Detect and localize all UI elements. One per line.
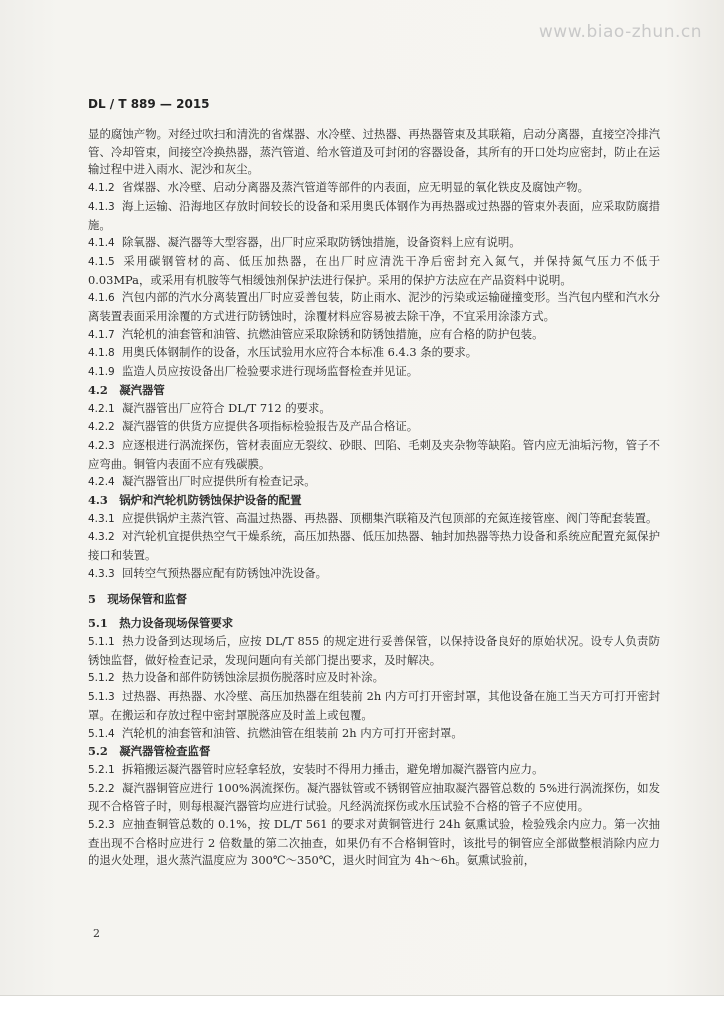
- watermark: www.biao-zhun.cn: [538, 22, 702, 42]
- clause-5-2-1: 5.2.1 拆箱搬运凝汽器管时应轻拿轻放，安装时不得用力捶击，避免增加凝汽器管内应力。: [88, 761, 544, 776]
- clause-4-1-6: 4.1.6 汽包内部的汽水分离装置出厂时应妥善包装，防止雨水、泥沙的污染或运输碰撞变形。当汽包内壁和汽水分离装置表面采用涂覆的方式进行防锈蚀时，涂覆材料应容易被去除干净，不宜采用涂漆方式。: [88, 290, 660, 324]
- clause-5-1-2: 5.1.2 热力设备和部件防锈蚀涂层损伤脱落时应及时补涂。: [88, 670, 384, 685]
- clause-4-2-4: 4.2.4 凝汽器管出厂时应提供所有检查记录。: [88, 474, 316, 489]
- clause-5-2-2: 5.2.2 凝汽器铜管应进行 100%涡流探伤。凝汽器钛管或不锈钢管应抽取凝汽器管总数的 5%进行涡流探伤，如发现不合格管子时，则每根凝汽器管均应进行试验。凡经涡流探伤或水压试验不合格的管子不应使用。: [88, 780, 660, 814]
- clause-4-1-2: 4.1.2 省煤器、水冷壁、启动分离器及蒸汽管道等部件的内表面，应无明显的氧化铁皮及腐蚀产物。: [88, 180, 590, 195]
- clause-4-1-9: 4.1.9 监造人员应按设备出厂检验要求进行现场监督检查并见证。: [88, 364, 419, 379]
- section-title-5-1: 5.1 热力设备现场保管要求: [88, 616, 234, 631]
- clause-4-3-3: 4.3.3 回转空气预热器应配有防锈蚀冲洗设备。: [88, 565, 328, 580]
- clause-4-1-7: 4.1.7 汽轮机的油套管和油管、抗燃油管应采取除锈和防锈蚀措施，应有合格的防护包装。: [88, 326, 544, 341]
- standard-header: DL / T 889 — 2015: [88, 97, 210, 111]
- clause-4-1-3: 4.1.3 海上运输、沿海地区存放时间较长的设备和采用奥氏体钢作为再热器或过热器的管束外表面，应采取防腐措施。: [88, 198, 660, 232]
- document-body: [88, 126, 660, 870]
- clause-4-1-4: 4.1.4 除氧器、凝汽器等大型容器，出厂时应采取防锈蚀措施，设备资料上应有说明。: [88, 235, 521, 250]
- scan-bottom-edge: [0, 995, 724, 1025]
- section-title-4-2: 4.2 凝汽器管: [88, 382, 165, 397]
- clause-4-2-3: 4.2.3 应逐根进行涡流探伤，管材表面应无裂纹、砂眼、凹陷、毛刺及夹杂物等缺陷。管内应无油垢污物，管子不应弯曲。铜管内表面不应有残碳膜。: [88, 437, 660, 471]
- clause-4-2-1: 4.2.1 凝汽器管出厂应符合 DL/T 712 的要求。: [88, 400, 331, 415]
- clause-4-1-8: 4.1.8 用奥氏体钢制作的设备，水压试验用水应符合本标准 6.4.3 条的要求。: [88, 345, 478, 360]
- clause-5-1-3: 5.1.3 过热器、再热器、水冷壁、高压加热器在组装前 2h 内方可打开密封罩，其他设备在施工当天方可打开密封罩。在搬运和存放过程中密封罩脱落应及时盖上或包覆。: [88, 689, 660, 722]
- clause-4-1-5: 4.1.5 采用碳钢管材的高、低压加热器，在出厂时应清洗干净后密封充入氮气，并保持氮气压力不低于0.03MPa，或采用有机胺等气相缓蚀剂保护法进行保护。采用的保护方法应在产品资料中说明。: [88, 253, 660, 287]
- section-title-5-2: 5.2 凝汽器管检查监督: [88, 744, 211, 759]
- clause-4-2-2: 4.2.2 凝汽器管的供货方应提供各项指标检验报告及产品合格证。: [88, 419, 419, 434]
- clause-4-3-1: 4.3.1 应提供锅炉主蒸汽管、高温过热器、再热器、顶棚集汽联箱及汽包顶部的充氮连接管座、阀门等配套装置。: [88, 510, 658, 525]
- clause-5-2-3: 5.2.3 应抽查铜管总数的 0.1%，按 DL/T 561 的要求对黄铜管进行 24h 氨熏试验，检验残余内应力。第一次抽查出现不合格时应进行 2 倍数量的第二次抽查，如果仍有不合格铜管时，该批号的铜管应全部做整根消除内应力的退火处理，退火蒸汽温度应为 300℃～350℃，退火时间宜为 4h～6h。氨熏试验前，: [88, 817, 660, 868]
- section-title-5: 5 现场保管和监督: [88, 591, 188, 606]
- paragraph: 显的腐蚀产物。对经过吹扫和清洗的省煤器、水冷壁、过热器、再热器管束及其联箱，启动分离器，直接空冷排汽管、冷却管束，间接空冷换热器，蒸汽管道、给水管道及可封闭的容器设备，其所有的开口处均应密封，防止在运输过程中进入雨水、泥沙和灰尘。: [88, 127, 660, 177]
- clause-5-1-4: 5.1.4 汽轮机的油套管和油管、抗燃油管在组装前 2h 内方可打开密封罩。: [88, 725, 463, 740]
- page-number: 2: [93, 927, 100, 940]
- section-title-4-3: 4.3 锅炉和汽轮机防锈蚀保护设备的配置: [88, 493, 302, 508]
- clause-4-3-2: 4.3.2 对汽轮机宜提供热空气干燥系统，高压加热器、低压加热器、轴封加热器等热力设备和系统应配置充氮保护接口和装置。: [88, 529, 660, 563]
- clause-5-1-1: 5.1.1 热力设备到达现场后，应按 DL/T 855 的规定进行妥善保管，以保持设备良好的原始状况。设专人负责防锈蚀监督，做好检查记录，发现问题向有关部门提出要求，及时解决。: [88, 633, 660, 667]
